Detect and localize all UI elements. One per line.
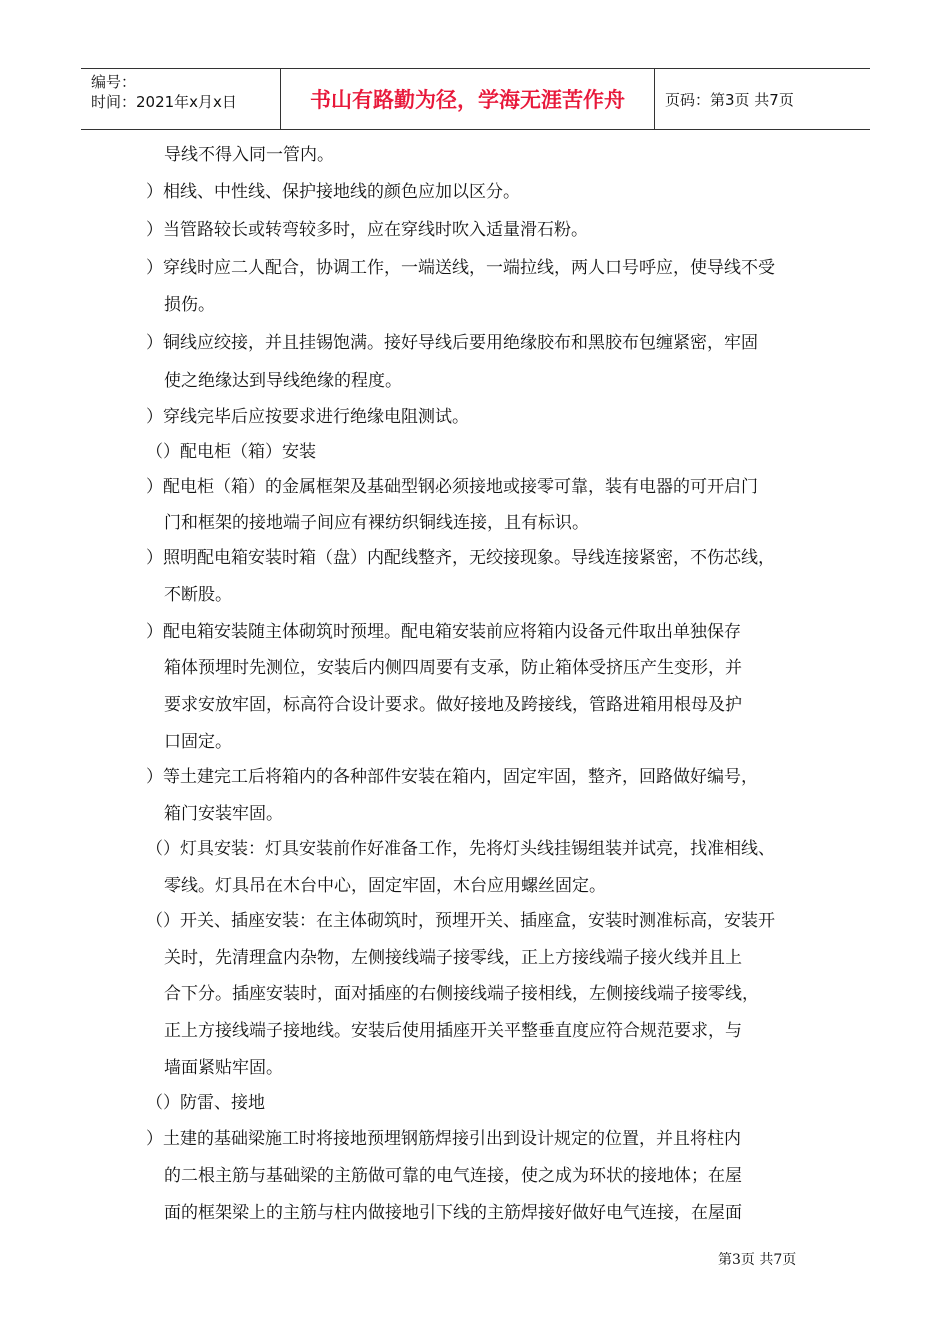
text-line: 导线不得入同一管内。 [164, 145, 334, 165]
text-line: 口固定。 [164, 732, 232, 752]
text-line: ）当管路较长或转弯较多时，应在穿线时吹入适量滑石粉。 [146, 220, 588, 240]
text-line: 正上方接线端子接地线。安装后使用插座开关平整垂直度应符合规范要求，与 [164, 1021, 742, 1041]
section-heading: （）防雷、接地 [146, 1093, 265, 1113]
text-line: ）穿线完毕后应按要求进行绝缘电阻测试。 [146, 407, 469, 427]
text-line: ）配电柜（箱）的金属框架及基础型钢必须接地或接零可靠，装有电器的可开启门 [146, 477, 758, 497]
text-line: ）等土建完工后将箱内的各种部件安装在箱内，固定牢固，整齐，回路做好编号， [146, 767, 758, 787]
serial-label: 编号： [91, 73, 137, 91]
text-line: 不断股。 [164, 585, 232, 605]
text-line: 合下分。插座安装时，面对插座的右侧接线端子接相线，左侧接线端子接零线， [164, 984, 759, 1004]
text-line: （）灯具安装：灯具安装前作好准备工作，先将灯头线挂锡组装并试亮，找准相线、 [146, 839, 775, 859]
text-line: ）配电箱安装随主体砌筑时预埋。配电箱安装前应将箱内设备元件取出单独保存 [146, 622, 741, 642]
text-line: 面的框架梁上的主筋与柱内做接地引下线的主筋焊接好做好电气连接，在屋面 [164, 1203, 742, 1223]
text-line: 使之绝缘达到导线绝缘的程度。 [164, 371, 402, 391]
text-line: （）开关、插座安装：在主体砌筑时，预埋开关、插座盒，安装时测准标高，安装开 [146, 911, 775, 931]
section-heading: （）配电柜（箱）安装 [146, 442, 316, 462]
text-line: 损伤。 [164, 295, 215, 315]
time-text: 时间：2021年x月x日 [91, 93, 237, 111]
page-indicator: 页码：第3页 共7页 [665, 90, 794, 109]
text-line: 零线。灯具吊在木台中心，固定牢固，木台应用螺丝固定。 [164, 876, 606, 896]
text-line: ）照明配电箱安装时箱（盘）内配线整齐，无绞接现象。导线连接紧密，不伤芯线， [146, 548, 775, 568]
text-line: 的二根主筋与基础梁的主筋做可靠的电气连接，使之成为环状的接地体；在屋 [164, 1166, 742, 1186]
text-line: ）穿线时应二人配合，协调工作，一端送线，一端拉线，两人口号呼应，使导线不受 [146, 258, 775, 278]
text-line: 要求安放牢固，标高符合设计要求。做好接地及跨接线，管路进箱用根母及护 [164, 695, 742, 715]
text-line: 门和框架的接地端子间应有裸纺织铜线连接，且有标识。 [164, 513, 589, 533]
text-line: 箱体预埋时先测位，安装后内侧四周要有支承，防止箱体受挤压产生变形，并 [164, 658, 742, 678]
header-left-cell [81, 69, 281, 129]
text-line: ）相线、中性线、保护接地线的颜色应加以区分。 [146, 182, 520, 202]
text-line: ）铜线应绞接，并且挂锡饱满。接好导线后要用绝缘胶布和黑胶布包缠紧密，牢固 [146, 333, 758, 353]
page-footer: 第3页 共7页 [718, 1252, 797, 1268]
text-line: 箱门安装牢固。 [164, 804, 283, 824]
page-header [81, 68, 870, 130]
motto-text: 书山有路勤为径，学海无涯苦作舟 [281, 69, 655, 129]
text-line: 关时，先清理盒内杂物，左侧接线端子接零线，正上方接线端子接火线并且上 [164, 948, 742, 968]
text-line: ）土建的基础梁施工时将接地预埋钢筋焊接引出到设计规定的位置，并且将柱内 [146, 1129, 741, 1149]
text-line: 墙面紧贴牢固。 [164, 1058, 283, 1078]
